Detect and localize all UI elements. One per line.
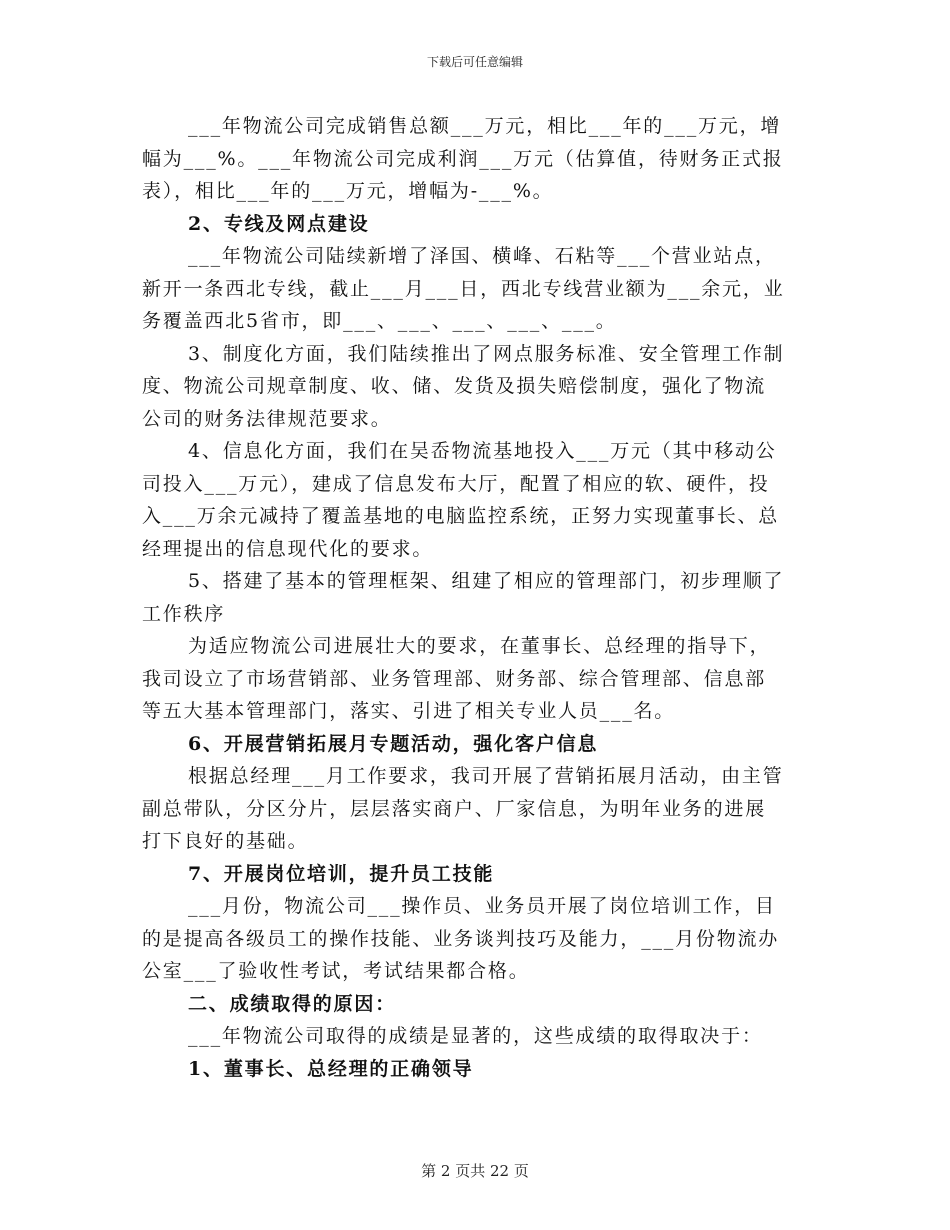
- text-line: 公司的财务法律规范要求。: [142, 407, 392, 430]
- text-line: 5、搭建了基本的管理框架、组建了相应的管理部门，初步理顺了: [188, 570, 785, 592]
- text-line: 等五大基本管理部门，落实、引进了相关专业人员___名。: [142, 700, 676, 722]
- paragraph-sales-summary: [142, 110, 812, 208]
- section-heading-2: 2、专线及网点建设: [188, 212, 370, 235]
- text-line: 4、信息化方面，我们在吴岙物流基地投入___万元（其中移动公: [188, 440, 777, 462]
- text-line: 打下良好的基础。: [142, 830, 309, 852]
- section-heading-7: 7、开展岗位培训，提升员工技能: [188, 862, 495, 885]
- paragraph-departments: [142, 630, 812, 728]
- text-line: 入___万余元减持了覆盖基地的电脑监控系统，正努力实现董事长、总: [142, 505, 780, 527]
- text-line: 为适应物流公司进展壮大的要求，在董事长、总经理的指导下，: [188, 635, 771, 657]
- text-line: ___年物流公司陆续新增了泽国、横峰、石粘等___个营业站点，: [188, 245, 776, 267]
- text-line: ___年物流公司完成销售总额___万元，相比___年的___万元，增: [188, 115, 782, 137]
- paragraph-institutionalization: [142, 338, 812, 436]
- page-footer: 第 2 页共 22 页: [421, 1162, 529, 1180]
- page-header: 下载后可任意编辑: [426, 55, 523, 69]
- paragraph-informatization: [142, 435, 812, 565]
- section-heading-6: 6、开展营销拓展月专题活动，强化客户信息: [188, 732, 599, 755]
- text-line: ___月份，物流公司___操作员、业务员开展了岗位培训工作，目: [188, 895, 776, 917]
- paragraph-network-build: [142, 240, 812, 338]
- paragraph-marketing-month: [142, 760, 812, 858]
- section-heading-reasons: 二、成绩取得的原因：: [188, 992, 397, 1015]
- paragraph-reasons-intro: ___年物流公司取得的成绩是显著的，这些成绩的取得取决于：: [188, 1025, 763, 1047]
- text-line: 3、制度化方面，我们陆续推出了网点服务标准、安全管理工作制: [188, 342, 785, 365]
- paragraph-management-framework: [142, 565, 812, 630]
- text-line: 新开一条西北专线，截止___月___日，西北专线营业额为___余元，业: [142, 277, 785, 300]
- text-line: 幅为___%。___年物流公司完成利润___万元（估算值，待财务正式报: [142, 147, 784, 170]
- text-line: 根据总经理___月工作要求，我司开展了营销拓展月活动，由主管: [188, 765, 784, 787]
- text-line: 副总带队，分区分片，层层落实商户、厂家信息，为明年业务的进展: [142, 797, 767, 820]
- text-line: 工作秩序: [142, 602, 226, 625]
- text-line: 务覆盖西北5省市，即___、___、___、___、___。: [142, 310, 617, 332]
- paragraph-training: [142, 890, 812, 988]
- text-line: 度、物流公司规章制度、收、储、发货及损失赔偿制度，强化了物流: [142, 375, 767, 397]
- text-line: 司投入___万元），建成了信息发布大厅，配置了相应的软、硬件，投: [142, 472, 770, 495]
- text-line: 我司设立了市场营销部、业务管理部、财务部、综合管理部、信息部: [142, 667, 767, 690]
- text-line: 公室___了验收性考试，考试结果都合格。: [142, 960, 530, 982]
- text-line: 表），相比___年的___万元，增幅为-___%。: [142, 180, 554, 202]
- text-line: 经理提出的信息现代化的要求。: [142, 537, 434, 560]
- section-heading-leadership: 1、董事长、总经理的正确领导: [188, 1057, 474, 1080]
- document-body: [142, 110, 812, 1085]
- text-line: 的是提高各级员工的操作技能、业务谈判技巧及能力，___月份物流办: [142, 927, 780, 950]
